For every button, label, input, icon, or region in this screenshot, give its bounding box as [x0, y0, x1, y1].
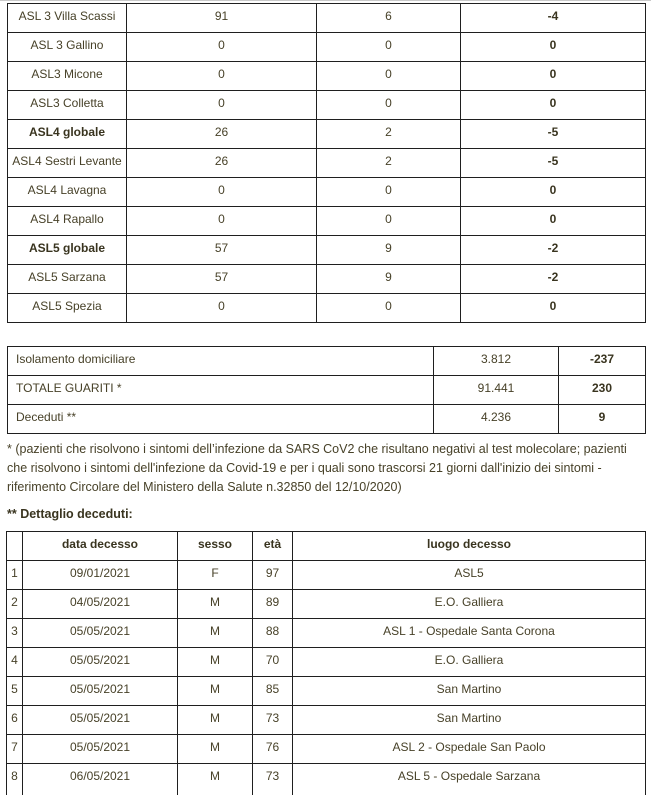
death-num: 2	[7, 590, 23, 619]
asl-value-2: 9	[317, 236, 461, 265]
asl-value-1: 0	[127, 294, 317, 323]
asl-value-1: 0	[127, 207, 317, 236]
asl-label: ASL4 Sestri Levante	[8, 149, 127, 178]
table-row	[7, 648, 646, 677]
header-date: data decesso	[23, 532, 178, 561]
header-place: luogo decesso	[293, 532, 646, 561]
asl-delta: -5	[461, 120, 646, 149]
death-date: 05/05/2021	[23, 735, 178, 764]
death-place: ASL 1 - Ospedale Santa Corona	[293, 619, 646, 648]
death-sex: M	[178, 706, 253, 735]
death-place: San Martino	[293, 706, 646, 735]
deaths-detail-heading: ** Dettaglio deceduti:	[7, 507, 133, 521]
asl-value-2: 2	[317, 120, 461, 149]
asl-delta: -2	[461, 265, 646, 294]
asl-value-1: 91	[127, 4, 317, 33]
guariti-footnote: * (pazienti che risolvono i sintomi dell’infezione da SARS CoV2 che risultano negativi al test molecolare; pazienti che risolvono i sintomi dell'infezione da Covid-19 e per i quali sono trascorsi 21 giorni dall'inizio dei sintomi - riferimento Circolare del Ministero della Salute n.32850 del 12/10/2020)	[7, 442, 627, 494]
table-row	[8, 405, 646, 434]
death-place: San Martino	[293, 677, 646, 706]
summary-delta: -237	[559, 347, 646, 376]
death-age: 73	[253, 706, 293, 735]
table-row	[8, 178, 646, 207]
table-row	[8, 91, 646, 120]
death-place: ASL 2 - Ospedale San Paolo	[293, 735, 646, 764]
asl-value-1: 26	[127, 120, 317, 149]
asl-label: ASL 3 Gallino	[8, 33, 127, 62]
death-sex: M	[178, 764, 253, 795]
death-num: 5	[7, 677, 23, 706]
asl-label: ASL 3 Villa Scassi	[8, 4, 127, 33]
asl-value-2: 0	[317, 33, 461, 62]
table-row	[8, 347, 646, 376]
table-row	[7, 735, 646, 764]
death-date: 05/05/2021	[23, 677, 178, 706]
header-num	[7, 532, 23, 561]
asl-delta: 0	[461, 294, 646, 323]
table-row	[7, 706, 646, 735]
asl-label: ASL5 Spezia	[8, 294, 127, 323]
summary-label: Isolamento domiciliare	[8, 347, 434, 376]
summary-delta: 230	[559, 376, 646, 405]
death-place: ASL 5 - Ospedale Sarzana	[293, 764, 646, 795]
table-row	[8, 207, 646, 236]
summary-value: 91.441	[434, 376, 559, 405]
asl-delta: 0	[461, 33, 646, 62]
death-place: E.O. Galliera	[293, 590, 646, 619]
table-row	[7, 619, 646, 648]
death-age: 88	[253, 619, 293, 648]
asl-value-1: 0	[127, 33, 317, 62]
summary-value: 4.236	[434, 405, 559, 434]
table-row	[8, 265, 646, 294]
death-sex: M	[178, 735, 253, 764]
death-sex: M	[178, 648, 253, 677]
death-sex: M	[178, 619, 253, 648]
death-sex: M	[178, 677, 253, 706]
death-num: 1	[7, 561, 23, 590]
asl-value-2: 0	[317, 62, 461, 91]
asl-label: ASL3 Colletta	[8, 91, 127, 120]
asl-delta: -4	[461, 4, 646, 33]
table-row	[7, 764, 646, 795]
death-num: 4	[7, 648, 23, 677]
asl-value-2: 6	[317, 4, 461, 33]
asl-value-1: 0	[127, 178, 317, 207]
death-num: 3	[7, 619, 23, 648]
table-row	[7, 677, 646, 706]
asl-label: ASL4 Lavagna	[8, 178, 127, 207]
death-age: 85	[253, 677, 293, 706]
asl-value-1: 0	[127, 91, 317, 120]
death-date: 05/05/2021	[23, 706, 178, 735]
asl-delta: 0	[461, 178, 646, 207]
asl-label: ASL4 Rapallo	[8, 207, 127, 236]
asl-value-1: 57	[127, 265, 317, 294]
death-date: 05/05/2021	[23, 619, 178, 648]
death-age: 76	[253, 735, 293, 764]
death-age: 97	[253, 561, 293, 590]
header-sex: sesso	[178, 532, 253, 561]
asl-value-1: 57	[127, 236, 317, 265]
asl-breakdown-table	[7, 3, 646, 323]
asl-label: ASL4 globale	[8, 120, 127, 149]
asl-value-2: 0	[317, 294, 461, 323]
top-edge-divider	[0, 0, 651, 1]
death-age: 73	[253, 764, 293, 795]
summary-totals-table	[7, 346, 646, 434]
asl-value-2: 2	[317, 149, 461, 178]
summary-value: 3.812	[434, 347, 559, 376]
table-row	[7, 590, 646, 619]
death-place: ASL5	[293, 561, 646, 590]
asl-label: ASL3 Micone	[8, 62, 127, 91]
table-row	[8, 149, 646, 178]
asl-delta: -2	[461, 236, 646, 265]
asl-delta: 0	[461, 207, 646, 236]
table-row	[8, 236, 646, 265]
table-row	[8, 62, 646, 91]
death-num: 6	[7, 706, 23, 735]
death-num: 7	[7, 735, 23, 764]
asl-delta: -5	[461, 149, 646, 178]
table-row	[8, 120, 646, 149]
asl-value-1: 26	[127, 149, 317, 178]
asl-value-2: 0	[317, 91, 461, 120]
asl-delta: 0	[461, 62, 646, 91]
table-row	[7, 561, 646, 590]
asl-delta: 0	[461, 91, 646, 120]
death-date: 06/05/2021	[23, 764, 178, 795]
table-row	[8, 33, 646, 62]
asl-label: ASL5 globale	[8, 236, 127, 265]
death-age: 70	[253, 648, 293, 677]
summary-delta: 9	[559, 405, 646, 434]
death-place: E.O. Galliera	[293, 648, 646, 677]
death-date: 09/01/2021	[23, 561, 178, 590]
asl-label: ASL5 Sarzana	[8, 265, 127, 294]
deaths-detail-table	[6, 531, 646, 795]
table-row	[8, 376, 646, 405]
table-row	[8, 294, 646, 323]
death-num: 8	[7, 764, 23, 795]
death-age: 89	[253, 590, 293, 619]
death-date: 05/05/2021	[23, 648, 178, 677]
header-age: età	[253, 532, 293, 561]
death-sex: F	[178, 561, 253, 590]
table-row	[8, 4, 646, 33]
death-sex: M	[178, 590, 253, 619]
summary-label: Deceduti **	[8, 405, 434, 434]
asl-value-2: 0	[317, 178, 461, 207]
asl-value-1: 0	[127, 62, 317, 91]
asl-value-2: 0	[317, 207, 461, 236]
death-date: 04/05/2021	[23, 590, 178, 619]
table-header-row	[7, 532, 646, 561]
asl-value-2: 9	[317, 265, 461, 294]
summary-label: TOTALE GUARITI *	[8, 376, 434, 405]
